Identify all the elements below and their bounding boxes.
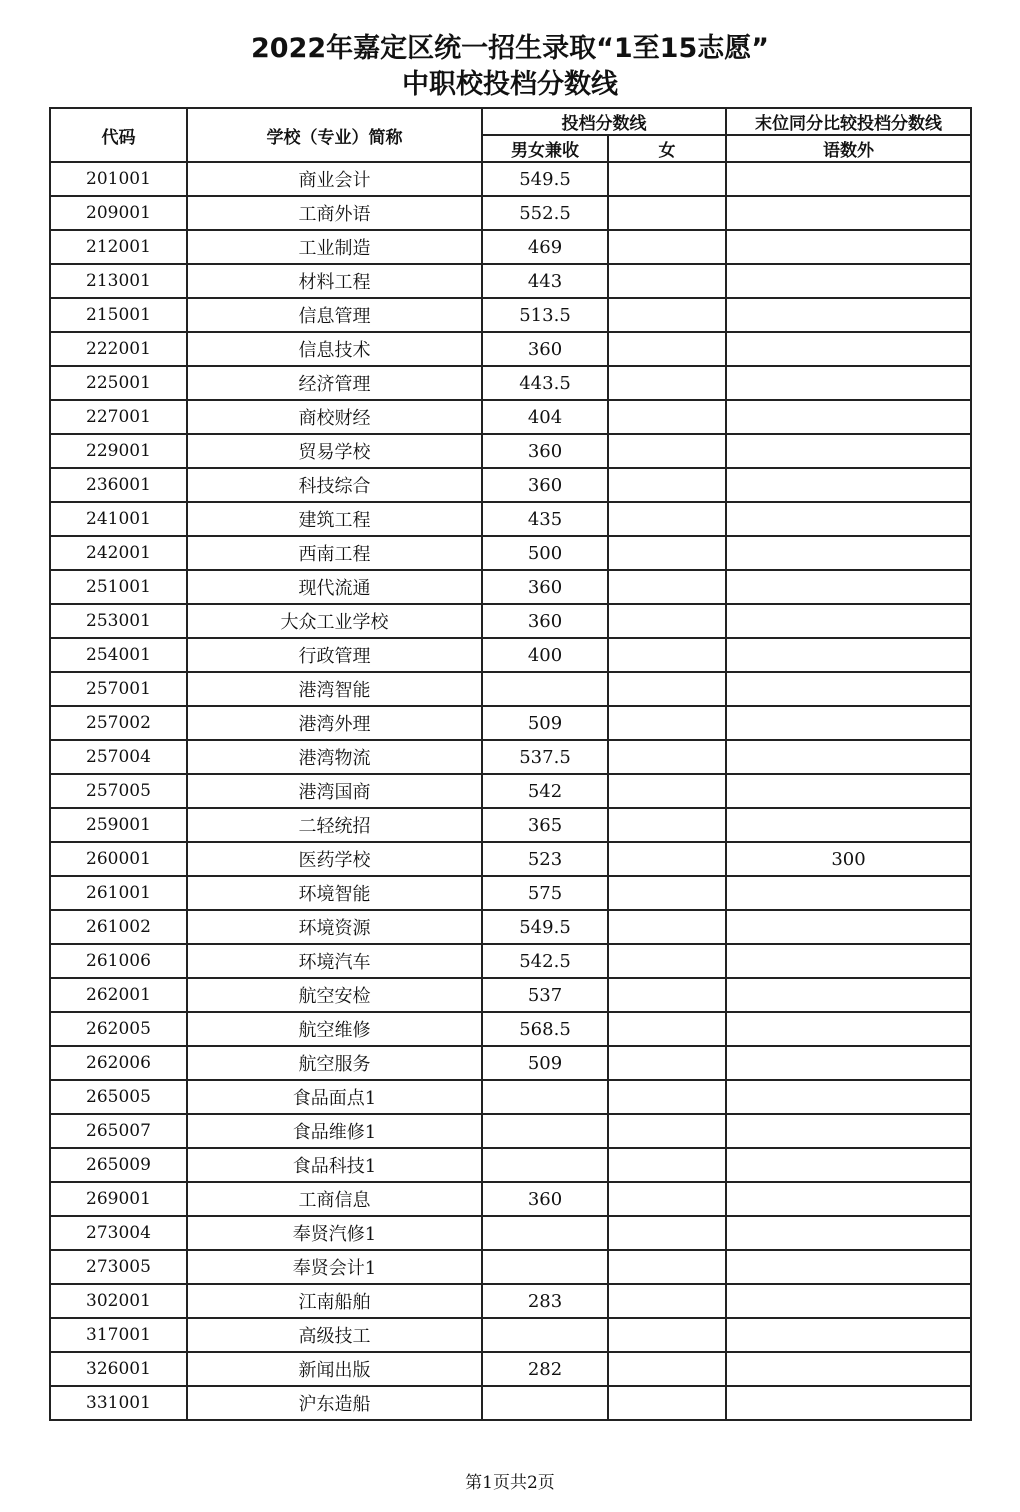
mixed-score-cell: 500 xyxy=(482,536,608,570)
table-row xyxy=(50,604,971,638)
exclude-score-cell xyxy=(726,468,971,502)
female-score-cell xyxy=(608,1284,726,1318)
mixed-score-cell: 513.5 xyxy=(482,298,608,332)
table-row xyxy=(50,468,971,502)
table-row xyxy=(50,1046,971,1080)
table-row xyxy=(50,536,971,570)
code-cell: 260001 xyxy=(50,842,187,876)
code-cell: 259001 xyxy=(50,808,187,842)
school-name-cell: 工业制造 xyxy=(187,230,482,264)
female-score-cell xyxy=(608,434,726,468)
exclude-score-cell xyxy=(726,230,971,264)
code-cell: 257005 xyxy=(50,774,187,808)
code-cell: 222001 xyxy=(50,332,187,366)
code-cell: 262006 xyxy=(50,1046,187,1080)
school-name-cell: 食品维修1 xyxy=(187,1114,482,1148)
code-cell: 201001 xyxy=(50,162,187,196)
mixed-score-cell xyxy=(482,672,608,706)
code-cell: 257004 xyxy=(50,740,187,774)
mixed-score-cell: 575 xyxy=(482,876,608,910)
exclude-score-cell xyxy=(726,162,971,196)
exclude-score-cell xyxy=(726,978,971,1012)
school-name-cell: 环境智能 xyxy=(187,876,482,910)
female-score-cell xyxy=(608,774,726,808)
female-score-cell xyxy=(608,706,726,740)
female-score-cell xyxy=(608,298,726,332)
table-row xyxy=(50,1250,971,1284)
table-row xyxy=(50,978,971,1012)
female-score-cell xyxy=(608,1182,726,1216)
female-score-cell xyxy=(608,944,726,978)
school-name-cell: 环境汽车 xyxy=(187,944,482,978)
code-cell: 251001 xyxy=(50,570,187,604)
school-name-cell: 高级技工 xyxy=(187,1318,482,1352)
exclude-score-cell xyxy=(726,264,971,298)
mixed-score-cell: 537.5 xyxy=(482,740,608,774)
school-name-cell: 环境资源 xyxy=(187,910,482,944)
mixed-score-cell: 360 xyxy=(482,468,608,502)
school-name-cell: 医药学校 xyxy=(187,842,482,876)
female-score-cell xyxy=(608,1080,726,1114)
school-name-cell: 奉贤汽修1 xyxy=(187,1216,482,1250)
exclude-score-cell xyxy=(726,570,971,604)
mixed-score-cell: 542 xyxy=(482,774,608,808)
mixed-score-cell xyxy=(482,1216,608,1250)
school-name-cell: 食品科技1 xyxy=(187,1148,482,1182)
code-cell: 209001 xyxy=(50,196,187,230)
school-name-cell: 奉贤会计1 xyxy=(187,1250,482,1284)
exclude-score-cell xyxy=(726,910,971,944)
exclude-score-cell xyxy=(726,808,971,842)
table-row xyxy=(50,910,971,944)
female-score-cell xyxy=(608,1352,726,1386)
exclude-score-cell xyxy=(726,502,971,536)
code-cell: 265009 xyxy=(50,1148,187,1182)
code-cell: 242001 xyxy=(50,536,187,570)
female-score-cell xyxy=(608,604,726,638)
mixed-score-cell: 360 xyxy=(482,604,608,638)
school-name-cell: 港湾智能 xyxy=(187,672,482,706)
exclude-score-cell xyxy=(726,1114,971,1148)
female-score-cell xyxy=(608,842,726,876)
exclude-score-cell xyxy=(726,740,971,774)
mixed-score-cell: 360 xyxy=(482,1182,608,1216)
female-score-cell xyxy=(608,1012,726,1046)
mixed-score-cell xyxy=(482,1148,608,1182)
exclude-score-cell xyxy=(726,1148,971,1182)
mixed-score-cell: 549.5 xyxy=(482,162,608,196)
table-row xyxy=(50,400,971,434)
mixed-score-cell: 282 xyxy=(482,1352,608,1386)
score-table xyxy=(49,107,972,1421)
table-row xyxy=(50,1318,971,1352)
exclude-score-cell xyxy=(726,638,971,672)
code-cell: 262005 xyxy=(50,1012,187,1046)
table-row xyxy=(50,706,971,740)
mixed-score-cell: 509 xyxy=(482,706,608,740)
code-cell: 261001 xyxy=(50,876,187,910)
header-female: 女 xyxy=(608,135,726,162)
school-name-cell: 大众工业学校 xyxy=(187,604,482,638)
code-cell: 273005 xyxy=(50,1250,187,1284)
code-cell: 262001 xyxy=(50,978,187,1012)
female-score-cell xyxy=(608,196,726,230)
mixed-score-cell: 404 xyxy=(482,400,608,434)
exclude-score-cell xyxy=(726,332,971,366)
code-cell: 273004 xyxy=(50,1216,187,1250)
school-name-cell: 科技综合 xyxy=(187,468,482,502)
code-cell: 227001 xyxy=(50,400,187,434)
female-score-cell xyxy=(608,1046,726,1080)
school-name-cell: 港湾国商 xyxy=(187,774,482,808)
table-row xyxy=(50,1216,971,1250)
exclude-score-cell xyxy=(726,876,971,910)
exclude-score-cell xyxy=(726,1012,971,1046)
mixed-score-cell: 360 xyxy=(482,332,608,366)
female-score-cell xyxy=(608,468,726,502)
female-score-cell xyxy=(608,1114,726,1148)
female-score-cell xyxy=(608,264,726,298)
header-code: 代码 xyxy=(50,108,187,162)
female-score-cell xyxy=(608,400,726,434)
female-score-cell xyxy=(608,536,726,570)
school-name-cell: 行政管理 xyxy=(187,638,482,672)
mixed-score-cell: 360 xyxy=(482,570,608,604)
exclude-score-cell xyxy=(726,366,971,400)
table-row xyxy=(50,1352,971,1386)
exclude-score-cell xyxy=(726,298,971,332)
table-row xyxy=(50,298,971,332)
school-name-cell: 新闻出版 xyxy=(187,1352,482,1386)
mixed-score-cell: 283 xyxy=(482,1284,608,1318)
table-row xyxy=(50,842,971,876)
table-body xyxy=(50,162,971,1420)
document-title-line1: 2022年嘉定区统一招生录取“1至15志愿” xyxy=(251,33,769,64)
header-exclude: 语数外 xyxy=(726,135,971,162)
exclude-score-cell xyxy=(726,1386,971,1420)
exclude-score-cell xyxy=(726,536,971,570)
code-cell: 326001 xyxy=(50,1352,187,1386)
code-cell: 265005 xyxy=(50,1080,187,1114)
school-name-cell: 信息管理 xyxy=(187,298,482,332)
exclude-score-cell xyxy=(726,1284,971,1318)
table-row xyxy=(50,502,971,536)
exclude-score-cell xyxy=(726,604,971,638)
school-name-cell: 西南工程 xyxy=(187,536,482,570)
table-row xyxy=(50,672,971,706)
table-row xyxy=(50,1080,971,1114)
exclude-score-cell xyxy=(726,1182,971,1216)
exclude-score-cell xyxy=(726,1046,971,1080)
female-score-cell xyxy=(608,1318,726,1352)
female-score-cell xyxy=(608,910,726,944)
female-score-cell xyxy=(608,1216,726,1250)
code-cell: 215001 xyxy=(50,298,187,332)
school-name-cell: 建筑工程 xyxy=(187,502,482,536)
school-name-cell: 商校财经 xyxy=(187,400,482,434)
school-name-cell: 工商信息 xyxy=(187,1182,482,1216)
school-name-cell: 航空安检 xyxy=(187,978,482,1012)
table-row xyxy=(50,1114,971,1148)
school-name-cell: 航空服务 xyxy=(187,1046,482,1080)
female-score-cell xyxy=(608,876,726,910)
school-name-cell: 商业会计 xyxy=(187,162,482,196)
mixed-score-cell xyxy=(482,1318,608,1352)
code-cell: 257001 xyxy=(50,672,187,706)
code-cell: 213001 xyxy=(50,264,187,298)
document-title-line2: 中职校投档分数线 xyxy=(402,69,618,100)
code-cell: 331001 xyxy=(50,1386,187,1420)
code-cell: 241001 xyxy=(50,502,187,536)
table-row xyxy=(50,1284,971,1318)
table-row xyxy=(50,366,971,400)
code-cell: 229001 xyxy=(50,434,187,468)
school-name-cell: 港湾外理 xyxy=(187,706,482,740)
code-cell: 269001 xyxy=(50,1182,187,1216)
school-name-cell: 经济管理 xyxy=(187,366,482,400)
code-cell: 236001 xyxy=(50,468,187,502)
exclude-score-cell xyxy=(726,1216,971,1250)
code-cell: 257002 xyxy=(50,706,187,740)
header-score-line: 投档分数线 xyxy=(482,108,726,135)
school-name-cell: 材料工程 xyxy=(187,264,482,298)
school-name-cell: 港湾物流 xyxy=(187,740,482,774)
table-row xyxy=(50,230,971,264)
mixed-score-cell: 509 xyxy=(482,1046,608,1080)
exclude-score-cell xyxy=(726,774,971,808)
exclude-score-cell xyxy=(726,400,971,434)
mixed-score-cell: 542.5 xyxy=(482,944,608,978)
mixed-score-cell: 537 xyxy=(482,978,608,1012)
exclude-score-cell xyxy=(726,1250,971,1284)
mixed-score-cell: 360 xyxy=(482,434,608,468)
table-row xyxy=(50,196,971,230)
female-score-cell xyxy=(608,1386,726,1420)
mixed-score-cell: 568.5 xyxy=(482,1012,608,1046)
exclude-score-cell xyxy=(726,944,971,978)
exclude-score-cell xyxy=(726,706,971,740)
mixed-score-cell xyxy=(482,1250,608,1284)
code-cell: 212001 xyxy=(50,230,187,264)
exclude-score-cell xyxy=(726,1080,971,1114)
code-cell: 261006 xyxy=(50,944,187,978)
female-score-cell xyxy=(608,230,726,264)
code-cell: 317001 xyxy=(50,1318,187,1352)
table-row xyxy=(50,264,971,298)
table-row xyxy=(50,1012,971,1046)
table-row xyxy=(50,162,971,196)
code-cell: 253001 xyxy=(50,604,187,638)
mixed-score-cell xyxy=(482,1114,608,1148)
table-row xyxy=(50,570,971,604)
exclude-score-cell xyxy=(726,434,971,468)
exclude-score-cell xyxy=(726,196,971,230)
table-row xyxy=(50,876,971,910)
female-score-cell xyxy=(608,740,726,774)
header-tie-line: 末位同分比较投档分数线 xyxy=(726,108,971,135)
exclude-score-cell xyxy=(726,672,971,706)
code-cell: 254001 xyxy=(50,638,187,672)
mixed-score-cell: 523 xyxy=(482,842,608,876)
table-row xyxy=(50,1148,971,1182)
female-score-cell xyxy=(608,162,726,196)
female-score-cell xyxy=(608,1250,726,1284)
female-score-cell xyxy=(608,978,726,1012)
mixed-score-cell: 400 xyxy=(482,638,608,672)
school-name-cell: 航空维修 xyxy=(187,1012,482,1046)
school-name-cell: 江南船舶 xyxy=(187,1284,482,1318)
mixed-score-cell: 469 xyxy=(482,230,608,264)
header-mixed: 男女兼收 xyxy=(482,135,608,162)
mixed-score-cell xyxy=(482,1386,608,1420)
table-row xyxy=(50,774,971,808)
header-school: 学校（专业）简称 xyxy=(187,108,482,162)
code-cell: 302001 xyxy=(50,1284,187,1318)
school-name-cell: 贸易学校 xyxy=(187,434,482,468)
mixed-score-cell xyxy=(482,1080,608,1114)
female-score-cell xyxy=(608,332,726,366)
mixed-score-cell: 365 xyxy=(482,808,608,842)
school-name-cell: 信息技术 xyxy=(187,332,482,366)
female-score-cell xyxy=(608,1148,726,1182)
code-cell: 225001 xyxy=(50,366,187,400)
table-row xyxy=(50,808,971,842)
mixed-score-cell: 443.5 xyxy=(482,366,608,400)
school-name-cell: 沪东造船 xyxy=(187,1386,482,1420)
school-name-cell: 食品面点1 xyxy=(187,1080,482,1114)
exclude-score-cell: 300 xyxy=(726,842,971,876)
mixed-score-cell: 435 xyxy=(482,502,608,536)
female-score-cell xyxy=(608,638,726,672)
table-row xyxy=(50,434,971,468)
mixed-score-cell: 552.5 xyxy=(482,196,608,230)
code-cell: 265007 xyxy=(50,1114,187,1148)
table-row xyxy=(50,332,971,366)
code-cell: 261002 xyxy=(50,910,187,944)
table-row xyxy=(50,1386,971,1420)
school-name-cell: 二轻统招 xyxy=(187,808,482,842)
table-row xyxy=(50,944,971,978)
table-row xyxy=(50,638,971,672)
school-name-cell: 现代流通 xyxy=(187,570,482,604)
female-score-cell xyxy=(608,366,726,400)
page-footer: 第1页共2页 xyxy=(465,1473,555,1493)
exclude-score-cell xyxy=(726,1352,971,1386)
female-score-cell xyxy=(608,502,726,536)
table-row xyxy=(50,740,971,774)
table-row xyxy=(50,1182,971,1216)
female-score-cell xyxy=(608,570,726,604)
school-name-cell: 工商外语 xyxy=(187,196,482,230)
female-score-cell xyxy=(608,808,726,842)
mixed-score-cell: 549.5 xyxy=(482,910,608,944)
exclude-score-cell xyxy=(726,1318,971,1352)
mixed-score-cell: 443 xyxy=(482,264,608,298)
female-score-cell xyxy=(608,672,726,706)
